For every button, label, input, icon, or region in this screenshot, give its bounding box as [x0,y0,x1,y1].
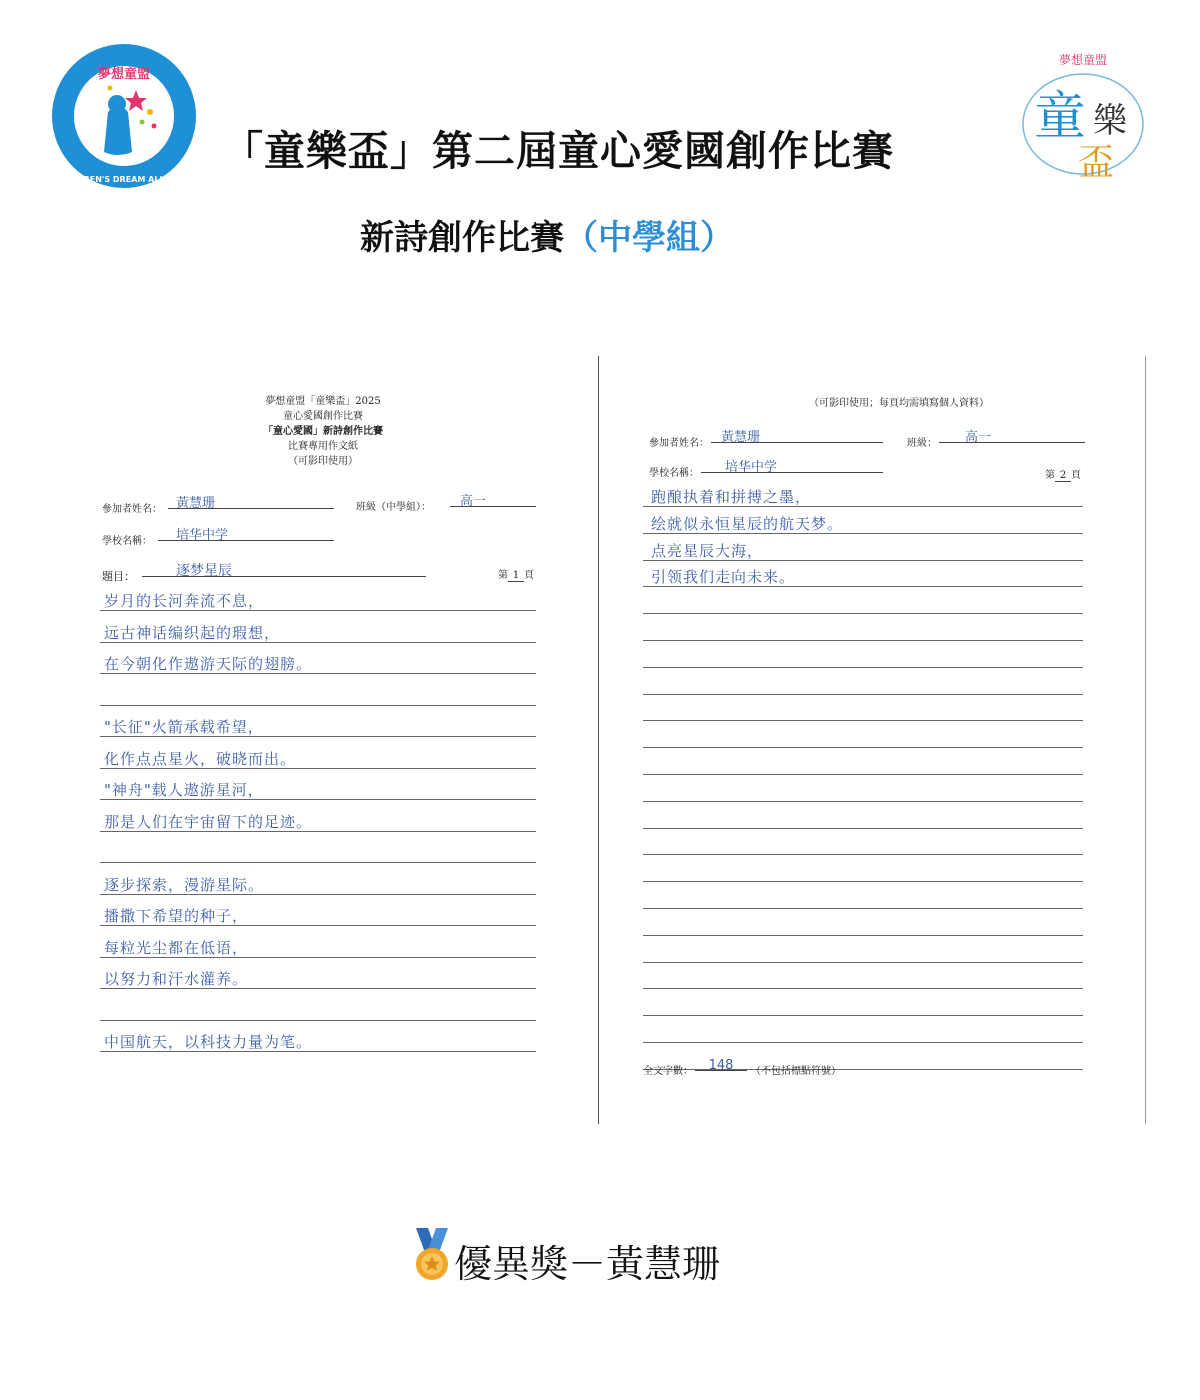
page-label-post: 頁 [524,570,534,581]
name-field [711,426,883,443]
name-field [168,492,334,509]
poem-line: 播撒下希望的种子， [104,907,249,925]
ruled-line [643,828,1083,829]
logo-char-tong: 童 [1033,87,1087,147]
poem-line: 远古神话编织起的瑕想， [104,623,281,642]
ruled-line [100,705,536,706]
poem-line: 点亮星辰大海， [651,541,764,560]
ruled-line [643,988,1083,989]
school-field [701,456,883,473]
school-value: 培华中学 [176,528,229,543]
logo-char-bei: 盃 [1077,142,1115,182]
ruled-line [643,935,1083,936]
heading-line: 夢想童盟「童樂盃」2025 [265,396,381,407]
poem-line: 在今朝化作遨游天际的翅膀。 [104,655,313,673]
name-label: 參加者姓名： [649,438,709,449]
award-text: 優異獎－黃慧珊 [454,1242,721,1286]
ruled-line [100,862,536,863]
name-value: 黃慧珊 [721,430,761,445]
ruled-line [643,720,1083,721]
topic-value: 逐梦星辰 [176,563,232,579]
copy-note: （可影印使用；每頁均需填寫個人資料） [809,398,989,409]
page-number [1045,466,1081,482]
poem-line: 每粒光尘都在低语， [104,938,249,957]
essay-page-2 [598,356,1146,1124]
heading-line: 比賽專用作文紙 [288,441,358,452]
ruled-line [643,640,1083,641]
dream-alliance-logo [50,42,198,190]
class-field [450,490,536,507]
name-value: 黃慧珊 [176,496,216,511]
ruled-line [100,1020,536,1021]
ruled-line [643,1042,1083,1043]
poem-line: 绘就似永恒星辰的航天梦。 [651,514,844,533]
page-label-post: 頁 [1071,470,1081,481]
ruled-line [643,774,1083,775]
page-title: 「童樂盃」第二屆童心愛國創作比賽 [222,127,894,175]
topic-field [142,560,426,577]
page-number-value: 1 [508,570,524,582]
heading-line: 「童心愛國」新詩創作比賽 [263,426,383,437]
page1-heading [208,394,438,469]
award-line [410,1228,810,1293]
topic-label: 題目： [102,570,135,583]
school-field [158,524,334,541]
essay-page-1 [58,356,590,1124]
ruled-line [643,667,1083,668]
poem-line: 那是人们在宇宙留下的足迹。 [104,812,313,831]
logo-chinese-text: 夢想童盟 [97,67,151,82]
ruled-line [643,962,1083,963]
ruled-line [643,694,1083,695]
ruled-line [643,908,1083,909]
ruled-line [643,613,1083,614]
word-count-field [695,1054,747,1071]
word-count-value: 148 [708,1058,734,1073]
word-count-label: 全文字數： [643,1066,693,1077]
class-label: 班級： [907,438,937,449]
subtitle-group: （中學組） [564,218,734,258]
poem-line: "长征"火箭承载希望， [104,718,264,736]
class-field [939,426,1085,443]
heading-line: （可影印使用） [288,456,358,467]
page-label-pre: 第 [1045,470,1055,481]
school-value: 培华中学 [725,460,778,475]
competition-subtitle [360,210,840,259]
medal-icon [410,1228,454,1293]
poem-line: 逐步探索，漫游星际。 [104,875,265,894]
tong-le-cup-logo [1018,42,1148,182]
school-label: 學校名稱： [649,468,699,479]
word-count-note: （不包括標點符號） [751,1066,841,1077]
ruled-line [643,801,1083,802]
logo-right-top-text: 夢想童盟 [1058,53,1108,67]
heading-line: 童心愛國創作比賽 [283,411,363,422]
poem-line: 中国航天，以科技力量为笔。 [104,1033,313,1051]
name-label: 參加者姓名： [102,504,162,515]
subtitle-category: 新詩創作比賽 [360,218,564,258]
logo-english-text: CHILDREN'S DREAM ALLIANCE [56,175,192,184]
school-label: 學校名稱： [102,536,152,547]
poem-line: "神舟"载人遨游星河， [104,781,264,799]
page-number-value: 2 [1055,470,1071,482]
class-label: 班級（中學組）： [356,502,431,513]
class-value: 高一 [965,430,992,445]
ruled-line [643,747,1083,748]
poem-line: 引领我们走向未来。 [651,568,796,587]
class-value: 高一 [460,494,487,509]
ruled-line [643,1015,1083,1016]
poem-line: 跑酿执着和拼搏之墨， [651,488,812,506]
poem-line: 岁月的长河奔流不息， [104,592,265,610]
page-number [498,566,534,582]
ruled-line [643,881,1083,882]
ruled-line [643,854,1083,855]
logo-char-le: 樂 [1093,101,1127,141]
page-label-pre: 第 [498,570,508,581]
poem-line: 化作点点星火，破晓而出。 [104,749,297,768]
poem-line: 以努力和汗水灌养。 [104,970,249,988]
